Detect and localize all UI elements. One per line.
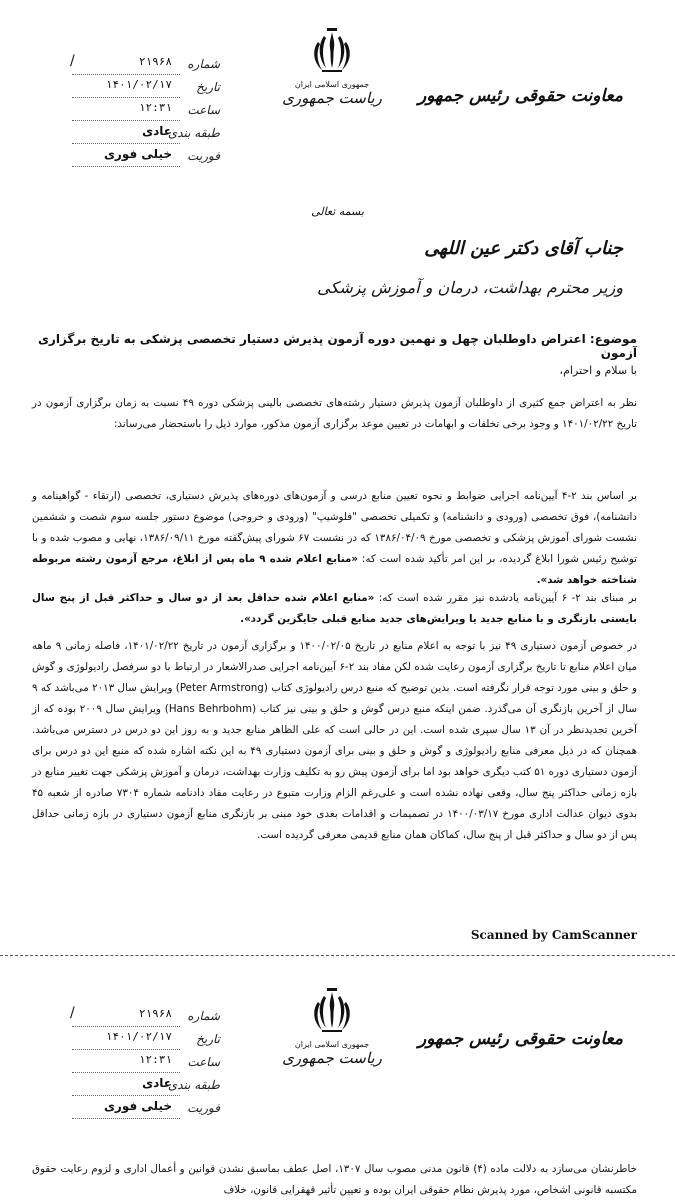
paragraph-3-quote: «منابع اعلام شده حداقل بعد از دو سال و حداکثر قبل از پنج سال بایستی بازنگری و با منابع جدید یا ویرایش‌های جدید منابع قبلی جایگزین گردد». bbox=[32, 592, 637, 625]
meta-urgency-value: خیلی فوری bbox=[103, 147, 172, 161]
meta-date-value: ۱۴۰۱/۰۲/۱۷ bbox=[105, 1030, 172, 1043]
meta-time-value: ۱۲:۳۱ bbox=[138, 1053, 172, 1066]
meta-class-value: عادی bbox=[142, 124, 172, 138]
office-title: معاونت حقوقی رئیس جمهور bbox=[418, 86, 623, 106]
meta-time-label: ساعت bbox=[187, 1055, 220, 1069]
emblem bbox=[282, 988, 382, 1067]
letter-page-2 bbox=[0, 956, 675, 1200]
meta-time-row bbox=[50, 101, 220, 124]
paragraph-5: خاطرنشان می‌سازد به دلالت ماده (۴) قانون مدنی مصوب سال ۱۳۰۷، اصل عطف بماسبق نشدن قوانین و أعمال اداری و لزوم رعایت حقوق مکتسبه قانونی اشخاص، مورد پذیرش نظام حقوقی ایران بوده و تعیین تأثیر قهقرایی قانون، خلاف bbox=[32, 1163, 637, 1196]
meta-urgency-value: خیلی فوری bbox=[103, 1099, 172, 1113]
meta-slash: / bbox=[70, 1005, 75, 1021]
meta-slash: / bbox=[70, 53, 75, 69]
greeting: با سلام و احترام، bbox=[559, 364, 637, 377]
meta-class-label: طبقه بندی bbox=[167, 1078, 220, 1092]
iran-emblem-icon bbox=[310, 988, 354, 1038]
meta-class-row bbox=[50, 1076, 220, 1099]
meta-date-label: تاریخ bbox=[196, 1032, 220, 1046]
scanner-watermark: Scanned by CamScanner bbox=[470, 928, 637, 942]
addressee-title: وزیر محترم بهداشت، درمان و آموزش پزشکی bbox=[317, 278, 623, 297]
meta-time-row bbox=[50, 1053, 220, 1076]
office-title: معاونت حقوقی رئیس جمهور bbox=[418, 1029, 623, 1049]
meta-number-value: ۲۱۹۶۸ bbox=[138, 1007, 172, 1020]
meta-class-value: عادی bbox=[142, 1076, 172, 1090]
paragraph-2-quote: «منابع اعلام شده ۹ ماه پس از ابلاغ، مرجع آزمون رشته مربوطه شناخته خواهد شد». bbox=[32, 553, 637, 586]
letter-subject: موضوع: اعتراض داوطلبان چهل و نهمین دوره آزمون پذیرش دستیار تخصصی پزشکی به تاریخ برگزاری آزمون bbox=[37, 332, 637, 360]
meta-date-row bbox=[50, 1030, 220, 1053]
meta-urgency-label: فوریت bbox=[187, 1101, 220, 1115]
emblem-presidency-text: ریاست جمهوری bbox=[282, 1049, 382, 1067]
meta-number-row bbox=[50, 1007, 220, 1030]
paragraph-4: در خصوص آزمون دستیاری ۴۹ نیز با توجه به اعلام منابع در تاریخ ۱۴۰۰/۰۲/۰۵ و برگزاری آزمون در تاریخ ۱۴۰۱/۰۲/۲۲، فاصله زمانی ۹ ماهه میان اعلام منابع تا تاریخ برگزاری آزمون رعایت شده لکن مفاد بند ۲-۶ آیین‌نامه اجرایی صدرالاشعار در ارتباط با دو سرفصل رادیولوژی و گوش و حلق و بینی مورد توجه قرار نگرفته است. بدین توضیح که منبع درس رادیولوژی کتاب (Peter Armstrong) ویرایش سال ۲۰۱۳ می‌باشد که ۹ سال از آخرین بازنگری آن می‌گذرد. ضمن اینکه منبع درس گوش و حلق و بینی نیز کتاب (Hans Behrbohm) ویرایش سال ۲۰۰۹ بوده که از آخرین تجدیدنظر در آن ۱۳ سال سپری شده است. این در حالی است که علی الظاهر منابع جدید و به روز این دو درس در دسترس می‌باشد. همچنان که در ذیل معرفی منابع رادیولوژی و گوش و حلق و بینی برای آزمون دستیاری ۴۹ به این نکته اشاره شده که منبع این دو درس برای آزمون دستیاری دوره ۵۱ کتب دیگری خواهد بود اما برای آزمون پیش رو به تکلیف وزارت بهداشت، درمان و آموزش پزشکی جهت تغییر منابع در بازه زمانی حداکثر پنج سال، وقعی نهاده نشده است و علی‌رغم الزام وزارت متبوع در رعایت مفاد دادنامه شماره ۷۳۰۴ صادره از شعبه ۴۵ بدوی دیوان عدالت اداری مورخ ۱۴۰۰/۰۳/۱۷ در تصمیمات و اقدامات بعدی خود مبنی بر بازنگری منابع آزمون دستیاری در بازه زمانی حداقل پس از دو سال و حداکثر قبل از پنج سال، کماکان همان منابع قدیمی معرفی گردیده است. bbox=[32, 640, 638, 841]
meta-date-value: ۱۴۰۱/۰۲/۱۷ bbox=[105, 78, 172, 91]
emblem-country-text: جمهوری اسلامی ایران bbox=[294, 1040, 370, 1049]
meta-urgency-row bbox=[50, 1099, 220, 1122]
meta-time-value: ۱۲:۳۱ bbox=[138, 101, 172, 114]
emblem bbox=[282, 28, 382, 107]
iran-emblem-icon bbox=[310, 28, 354, 78]
emblem-country-text: جمهوری اسلامی ایران bbox=[294, 80, 370, 89]
besmellah: بسمه تعالی bbox=[311, 205, 364, 218]
meta-number-label: شماره bbox=[187, 57, 220, 71]
meta-urgency-label: فوریت bbox=[187, 149, 220, 163]
meta-time-label: ساعت bbox=[187, 103, 220, 117]
meta-number-row bbox=[50, 55, 220, 78]
meta-class-row bbox=[50, 124, 220, 147]
meta-class-label: طبقه بندی bbox=[167, 126, 220, 140]
paragraph-1: نظر به اعتراض جمع کثیری از داوطلبان آزمون پذیرش دستیار رشته‌های تخصصی بالینی پزشکی دوره ۴۹ نسبت به زمان برگزاری آزمون در تاریخ ۱۴۰۱/۰۲/۲۲ و وجود برخی تخلفات و ابهامات در تعیین موعد برگزاری آزمون مذکور، موارد ذیل را باستحضار می‌رساند: bbox=[32, 397, 637, 430]
meta-number-label: شماره bbox=[187, 1009, 220, 1023]
paragraph-2 bbox=[32, 486, 637, 591]
letter-meta bbox=[50, 1007, 220, 1122]
letter-meta bbox=[50, 55, 220, 170]
meta-number-value: ۲۱۹۶۸ bbox=[138, 55, 172, 68]
emblem-presidency-text: ریاست جمهوری bbox=[282, 89, 382, 107]
meta-urgency-row bbox=[50, 147, 220, 170]
paragraph-2-text: بر اساس بند ۲-۴ آیین‌نامه اجرایی ضوابط و نحوه تعیین منابع درسی و آزمون‌های دوره‌های پذیرش دستیاری، تخصصی (ارتقاء - گواهینامه و دانشنامه)، فوق تخصصی (ورودی و دانشنامه) و تکمیلی تخصصی "فلوشیپ" (ورودی و خروجی) موضوع دستور جلسه سوم شصت و ششمین نشست شورای آموزش پزشکی و تخصصی مورخ ۱۳۸۶/۰۴/۰۹ که در نشست ۶۷ شورای پیش‌گفته مورخ ۱۳۸۶/۰۹/۱۱، نهایی و مصوب شده و با توشیح رئیس شورا ابلاغ گردیده، بر این امر تأکید شده است که: bbox=[32, 490, 638, 565]
meta-date-label: تاریخ bbox=[196, 80, 220, 94]
paragraph-3-text: بر مبنای بند ۲- ۶ آیین‌نامه یادشده نیز مقرر شده است که: bbox=[378, 592, 638, 604]
addressee-name: جناب آقای دکتر عین اللهی bbox=[424, 238, 623, 259]
meta-date-row bbox=[50, 78, 220, 101]
paragraph-3 bbox=[32, 588, 637, 630]
